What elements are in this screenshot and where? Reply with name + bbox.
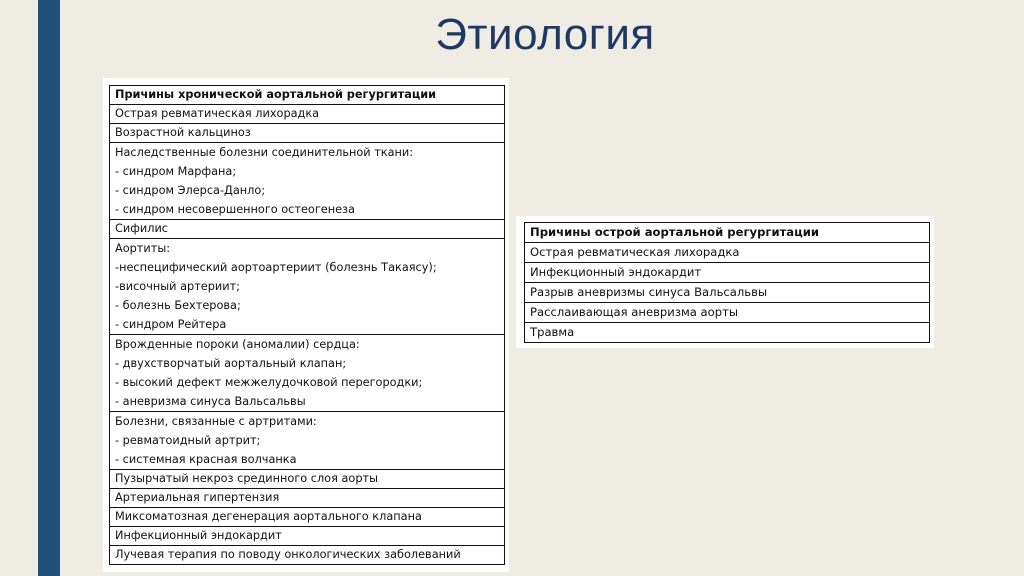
cell-line: - синдром Рейтера: [115, 318, 227, 331]
table-header-row: [110, 86, 505, 105]
cell-line: Наследственные болезни соединительной ткани:: [115, 146, 414, 159]
acute-causes-table: [524, 222, 930, 343]
table-cell: [110, 470, 505, 489]
table-row: [110, 546, 505, 565]
cell-line: Аортиты:: [115, 242, 171, 255]
cell-line: - синдром несовершенного остеогенеза: [115, 203, 355, 216]
table-row: [525, 283, 930, 303]
table-cell: Расслаивающая аневризма аорты: [525, 303, 930, 323]
cell-line: Сифилис: [115, 222, 169, 235]
chronic-causes-panel: [103, 78, 509, 572]
acute-table-header: Причины острой аортальной регургитации: [525, 223, 930, 243]
table-row: [110, 220, 505, 239]
table-cell: Острая ревматическая лихорадка: [525, 243, 930, 263]
accent-bar: [38, 0, 60, 576]
cell-line: - двухстворчатый аортальный клапан;: [115, 357, 347, 370]
cell-line: - ревматоидный артрит;: [115, 434, 261, 447]
acute-causes-panel: [516, 216, 934, 348]
cell-line: - синдром Элерса-Данло;: [115, 184, 266, 197]
table-header-row: [525, 223, 930, 243]
chronic-table-header: Причины хронической аортальной регургитации: [110, 86, 505, 105]
table-row: [110, 470, 505, 489]
cell-line: Артериальная гипертензия: [115, 491, 280, 504]
cell-line: Инфекционный эндокардит: [115, 529, 282, 542]
table-row: [110, 489, 505, 508]
cell-line: Миксоматозная дегенерация аортального клапана: [115, 510, 422, 523]
table-cell: [110, 546, 505, 565]
cell-line: - аневризма синуса Вальсальвы: [115, 395, 306, 408]
cell-line: Болезни, связанные с артритами:: [115, 415, 317, 428]
table-cell: [110, 124, 505, 143]
cell-line: Лучевая терапия по поводу онкологических заболеваний: [115, 548, 461, 561]
table-row: [525, 323, 930, 343]
cell-line: Врожденные пороки (аномалии) сердца:: [115, 338, 360, 351]
table-cell: [110, 335, 505, 412]
table-cell: [110, 220, 505, 239]
table-cell: Инфекционный эндокардит: [525, 263, 930, 283]
table-cell: [110, 508, 505, 527]
cell-line: - высокий дефект межжелудочковой перегородки;: [115, 376, 423, 389]
table-row: [110, 412, 505, 470]
table-cell: Разрыв аневризмы синуса Вальсальвы: [525, 283, 930, 303]
cell-line: Возрастной кальциноз: [115, 126, 251, 139]
table-row: [525, 303, 930, 323]
table-row: [110, 335, 505, 412]
table-row: [110, 124, 505, 143]
table-cell: [110, 143, 505, 220]
table-row: [525, 243, 930, 263]
cell-line: -височный артериит;: [115, 280, 240, 293]
table-cell: [110, 489, 505, 508]
table-cell: [110, 239, 505, 335]
table-cell: Травма: [525, 323, 930, 343]
table-row: [525, 263, 930, 283]
cell-line: - болезнь Бехтерова;: [115, 299, 241, 312]
table-row: [110, 527, 505, 546]
table-cell: [110, 412, 505, 470]
table-cell: [110, 527, 505, 546]
cell-line: Острая ревматическая лихорадка: [115, 107, 320, 120]
slide-title: Этиология: [435, 10, 655, 59]
chronic-causes-table: [109, 85, 505, 565]
table-row: [110, 105, 505, 124]
cell-line: -неспецифический аортоартериит (болезнь Такаясу);: [115, 261, 437, 274]
cell-line: - системная красная волчанка: [115, 453, 297, 466]
cell-line: - синдром Марфана;: [115, 165, 237, 178]
table-cell: [110, 105, 505, 124]
table-row: [110, 239, 505, 335]
cell-line: Пузырчатый некроз срединного слоя аорты: [115, 472, 378, 485]
table-row: [110, 508, 505, 527]
table-row: [110, 143, 505, 220]
